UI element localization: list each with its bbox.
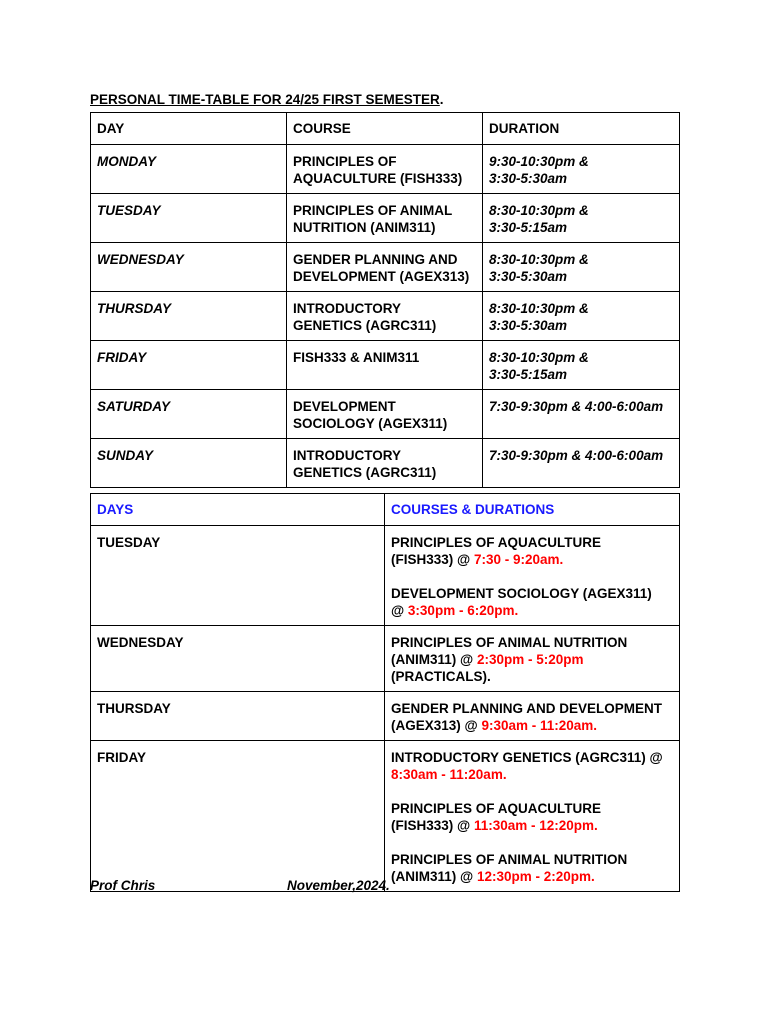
table-row [91, 526, 680, 626]
time-range: 9:30am - 11:20am. [481, 718, 598, 733]
day-cell: TUESDAY [91, 526, 385, 626]
course-cell: PRINCIPLES OF ANIMAL NUTRITION (ANIM311) [287, 194, 483, 243]
table-row [91, 341, 680, 390]
duration-cell: 9:30-10:30pm & 3:30-5:30am [483, 145, 680, 194]
table-row [91, 439, 680, 488]
day-cell: TUESDAY [91, 194, 287, 243]
table-row [91, 626, 680, 692]
course-cell: GENDER PLANNING AND DEVELOPMENT (AGEX313) [287, 243, 483, 292]
header-duration: DURATION [483, 113, 680, 145]
duration-cell: 8:30-10:30pm & 3:30-5:15am [483, 194, 680, 243]
day-cell: SATURDAY [91, 390, 287, 439]
courses-cell: PRINCIPLES OF AQUACULTURE (FISH333) @ 7:30 - 9:20am. DEVELOPMENT SOCIOLOGY (AGEX311) @ 3:30pm - 6:20pm. [385, 526, 680, 626]
weekly-study-table [90, 112, 680, 488]
signature: Prof Chris [90, 878, 156, 893]
lecture-schedule-table [90, 493, 680, 892]
course-cell: DEVELOPMENT SOCIOLOGY (AGEX311) [287, 390, 483, 439]
table-header-row [91, 113, 680, 145]
table-row [91, 390, 680, 439]
day-cell: THURSDAY [91, 692, 385, 741]
document-date: November,2024. [287, 878, 390, 893]
courses-cell: INTRODUCTORY GENETICS (AGRC311) @ 8:30am - 11:20am. PRINCIPLES OF AQUACULTURE (FISH333) @ 11:30am - 12:20pm. PRINCIPLES OF ANIMAL NUTRITION (ANIM311) @ 12:30pm - 2:20pm. [385, 741, 680, 892]
time-range: 3:30pm - 6:20pm. [407, 603, 519, 618]
course-cell: PRINCIPLES OF AQUACULTURE (FISH333) [287, 145, 483, 194]
table-row [91, 243, 680, 292]
day-cell: SUNDAY [91, 439, 287, 488]
duration-cell: 8:30-10:30pm & 3:30-5:30am [483, 292, 680, 341]
day-cell: WEDNESDAY [91, 243, 287, 292]
courses-cell: PRINCIPLES OF ANIMAL NUTRITION (ANIM311) @ 2:30pm - 5:20pm (PRACTICALS). [385, 626, 680, 692]
time-range: 7:30 - 9:20am. [473, 552, 564, 567]
table-header-row [91, 494, 680, 526]
page-title: PERSONAL TIME-TABLE FOR 24/25 FIRST SEMESTER. [90, 92, 444, 107]
table-row [91, 741, 680, 892]
duration-cell: 8:30-10:30pm & 3:30-5:15am [483, 341, 680, 390]
day-cell: MONDAY [91, 145, 287, 194]
day-cell: FRIDAY [91, 741, 385, 892]
day-cell: WEDNESDAY [91, 626, 385, 692]
time-range: 12:30pm - 2:20pm. [476, 869, 595, 884]
table-row [91, 692, 680, 741]
course-cell: INTRODUCTORY GENETICS (AGRC311) [287, 439, 483, 488]
time-range: 11:30am - 12:20pm. [473, 818, 598, 833]
courses-cell: GENDER PLANNING AND DEVELOPMENT (AGEX313) @ 9:30am - 11:20am. [385, 692, 680, 741]
duration-cell: 7:30-9:30pm & 4:00-6:00am [483, 439, 680, 488]
header-courses-durations: COURSES & DURATIONS [385, 494, 680, 526]
header-days: DAYS [91, 494, 385, 526]
duration-cell: 7:30-9:30pm & 4:00-6:00am [483, 390, 680, 439]
day-cell: THURSDAY [91, 292, 287, 341]
header-day: DAY [91, 113, 287, 145]
table-row [91, 194, 680, 243]
header-course: COURSE [287, 113, 483, 145]
table-row [91, 292, 680, 341]
course-cell: FISH333 & ANIM311 [287, 341, 483, 390]
course-cell: INTRODUCTORY GENETICS (AGRC311) [287, 292, 483, 341]
time-range: 2:30pm - 5:20pm [476, 652, 584, 667]
duration-cell: 8:30-10:30pm & 3:30-5:30am [483, 243, 680, 292]
day-cell: FRIDAY [91, 341, 287, 390]
time-range: 8:30am - 11:20am. [391, 767, 507, 782]
table-row [91, 145, 680, 194]
